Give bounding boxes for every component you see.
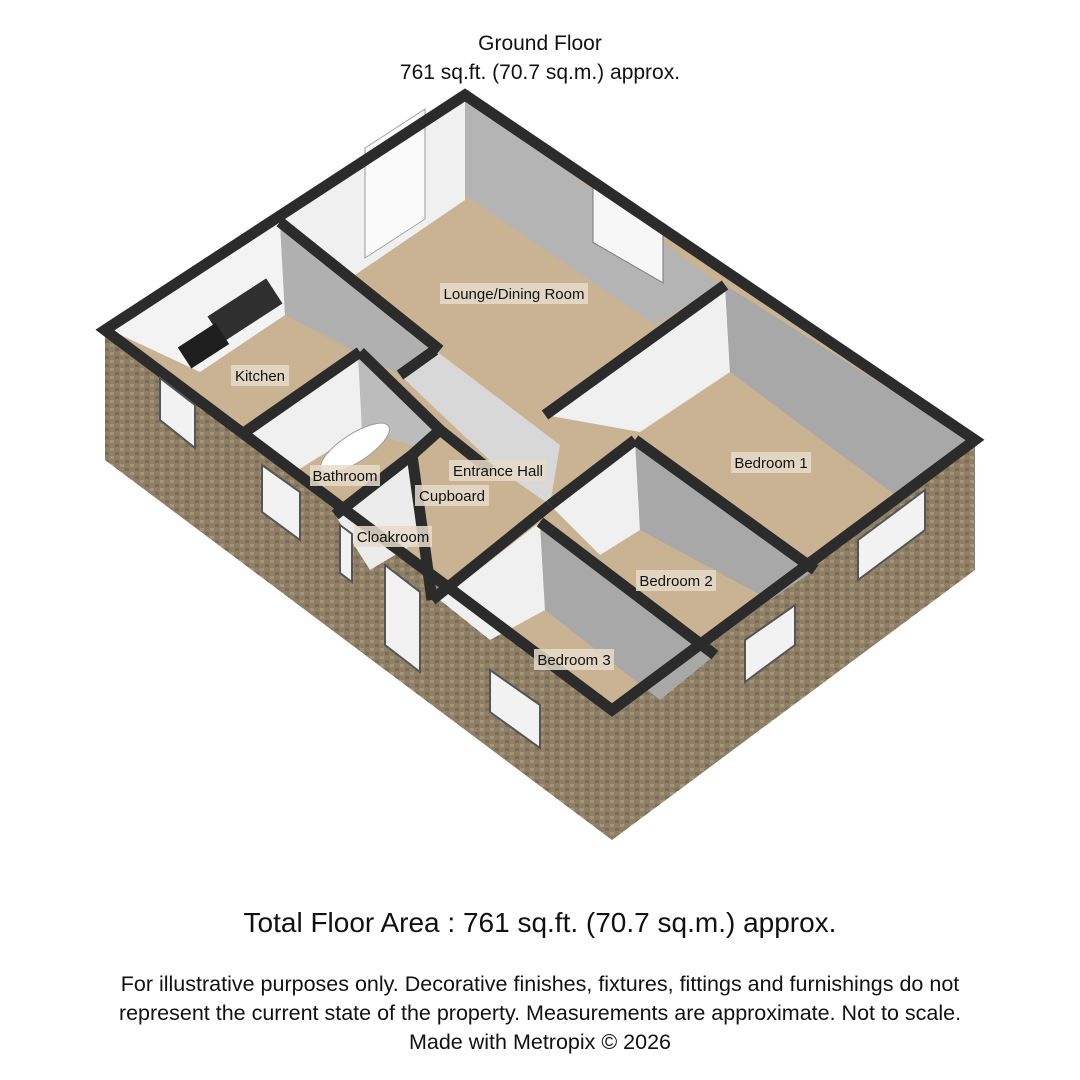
floor-name: Ground Floor [478, 32, 602, 55]
credit-line: Made with Metropix © 2026 [408, 1030, 672, 1054]
room-label-cloakroom: Cloakroom [356, 529, 430, 546]
disclaimer [40, 970, 1040, 1057]
disclaimer-line-2: represent the current state of the property. Measurements are approximate. Not to scale. [118, 1001, 962, 1025]
room-label-bathroom: Bathroom [312, 468, 378, 485]
room-label-bedroom1: Bedroom 1 [734, 455, 808, 472]
room-label-bedroom2: Bedroom 2 [639, 573, 713, 590]
room-label-entrance: Entrance Hall [452, 463, 544, 480]
room-label-lounge: Lounge/Dining Room [443, 286, 585, 303]
disclaimer-line-1: For illustrative purposes only. Decorative finishes, fixtures, fittings and furnishings do not [120, 972, 960, 996]
floor-area: 761 sq.ft. (70.7 sq.m.) approx. [399, 61, 681, 84]
room-label-kitchen: Kitchen [234, 368, 286, 385]
room-label-bedroom3: Bedroom 3 [537, 652, 611, 669]
room-label-cupboard: Cupboard [419, 488, 485, 505]
total-floor-area: Total Floor Area : 761 sq.ft. (70.7 sq.m.) approx. [243, 907, 837, 938]
window-cloakroom [340, 525, 352, 582]
